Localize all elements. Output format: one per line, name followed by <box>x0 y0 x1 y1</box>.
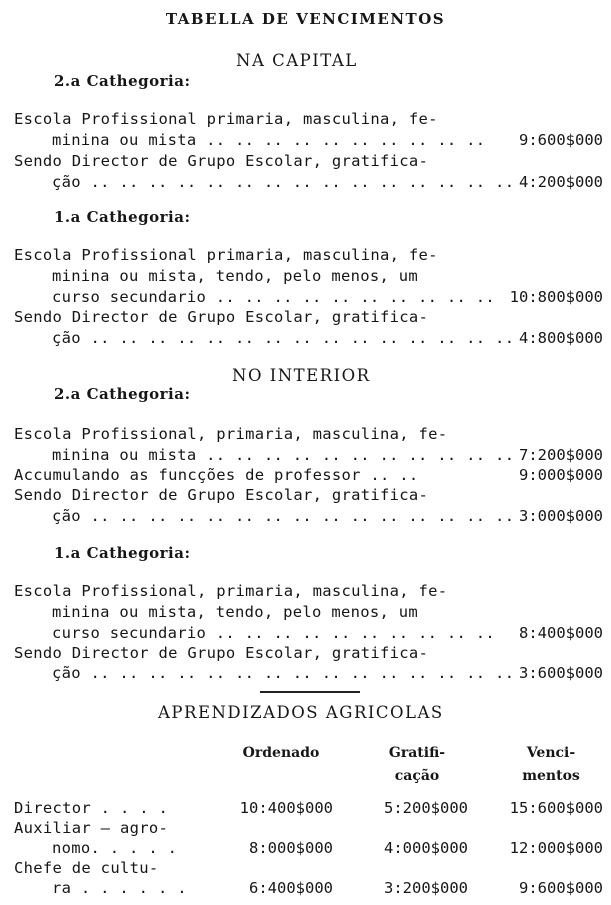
capital-cat1-entry1-line1: Escola Profissional primaria, masculina, fe- <box>14 246 438 264</box>
table-cell-ordenado: 10:400$000 <box>239 799 333 817</box>
table-cell-gratificacao: 3:200$000 <box>384 879 468 897</box>
capital-cat1-entry2-line2: ção .. .. .. .. .. .. .. .. .. .. .. .. .. .. .. <box>52 329 515 347</box>
interior-cat1-entry1-line3: curso secundario .. .. .. .. .. .. .. .. .. .. <box>52 624 496 642</box>
capital-cat2-entry1-value: 9:600$000 <box>519 131 603 149</box>
column-header-ordenado: Ordenado <box>242 745 320 761</box>
interior-cat2-entry3-line2: ção .. .. .. .. .. .. .. .. .. .. .. .. .. .. .. <box>52 507 515 525</box>
table-cell-gratificacao: 4:000$000 <box>384 839 468 857</box>
capital-cat1-entry2-line1: Sendo Director de Grupo Escolar, gratifica- <box>14 308 429 326</box>
table-cell-vencimentos: 15:600$000 <box>509 799 603 817</box>
interior-cat1-entry2-line1: Sendo Director de Grupo Escolar, gratifica- <box>14 644 429 662</box>
interior-cat1-entry1-line1: Escola Profissional, primaria, masculina, fe- <box>14 582 448 600</box>
capital-cat1-entry1-value: 10:800$000 <box>509 288 603 306</box>
capital-cat1-label: 1.a Cathegoria: <box>54 208 191 226</box>
interior-cat2-entry3-line1: Sendo Director de Grupo Escolar, gratifica- <box>14 486 429 504</box>
capital-cat2-entry2-line2: ção .. .. .. .. .. .. .. .. .. .. .. .. .. .. .. <box>52 173 515 191</box>
capital-cat2-entry1-line1: Escola Profissional primaria, masculina, fe- <box>14 110 438 128</box>
interior-cat1-label: 1.a Cathegoria: <box>54 544 191 562</box>
section-heading-interior: NO INTERIOR <box>232 366 371 385</box>
table-cell-vencimentos: 12:000$000 <box>509 839 603 857</box>
table-cell-vencimentos: 9:600$000 <box>519 879 603 897</box>
interior-cat1-entry2-value: 3:600$000 <box>519 664 603 682</box>
table-row-label-cont: ra . . . . . . <box>52 879 187 897</box>
table-row-label: Director . . . . <box>14 799 169 817</box>
interior-cat2-entry1-value: 7:200$000 <box>519 446 603 464</box>
table-row-label: Chefe de cultu- <box>14 859 159 877</box>
table-row-label: Auxiliar — agro- <box>14 819 169 837</box>
interior-cat1-entry1-value: 8:400$000 <box>519 624 603 642</box>
interior-cat2-entry2-value: 9:000$000 <box>519 466 603 484</box>
interior-cat1-entry2-line2: ção .. .. .. .. .. .. .. .. .. .. .. .. .. .. .. <box>52 664 515 682</box>
capital-cat2-entry2-line1: Sendo Director de Grupo Escolar, gratifica- <box>14 152 429 170</box>
interior-cat2-entry1-line2: minina ou mista .. .. .. .. .. .. .. .. .. .. .. <box>52 446 515 464</box>
capital-cat2-entry1-line2: minina ou mista .. .. .. .. .. .. .. .. .. .. <box>52 131 486 149</box>
interior-cat1-entry1-line2: minina ou mista, tendo, pelo menos, um <box>52 603 419 621</box>
table-cell-ordenado: 6:400$000 <box>249 879 333 897</box>
table-cell-gratificacao: 5:200$000 <box>384 799 468 817</box>
capital-cat2-entry2-value: 4:200$000 <box>519 173 603 191</box>
capital-cat1-entry2-value: 4:800$000 <box>519 329 603 347</box>
interior-cat2-entry3-value: 3:000$000 <box>519 507 603 525</box>
capital-cat2-label: 2.a Cathegoria: <box>54 72 191 90</box>
interior-cat2-entry1-line1: Escola Profissional, primaria, masculina, fe- <box>14 425 448 443</box>
column-header-vencimentos: Venci- mentos <box>522 745 580 784</box>
table-row-label-cont: nomo. . . . . <box>52 839 178 857</box>
capital-cat1-entry1-line3: curso secundario .. .. .. .. .. .. .. .. .. .. <box>52 288 496 306</box>
column-header-gratificacao: Gratifi- cação <box>388 745 446 784</box>
section-divider <box>260 691 360 693</box>
interior-cat2-label: 2.a Cathegoria: <box>54 385 191 403</box>
section-heading-agricola: APRENDIZADOS AGRICOLAS <box>158 703 444 722</box>
capital-cat1-entry1-line2: minina ou mista, tendo, pelo menos, um <box>52 267 419 285</box>
document-title: TABELLA DE VENCIMENTOS <box>165 10 446 28</box>
table-cell-ordenado: 8:000$000 <box>249 839 333 857</box>
interior-cat2-entry2-line1: Accumulando as funcções de professor .. .. <box>14 466 419 484</box>
section-heading-capital: NA CAPITAL <box>236 51 358 70</box>
